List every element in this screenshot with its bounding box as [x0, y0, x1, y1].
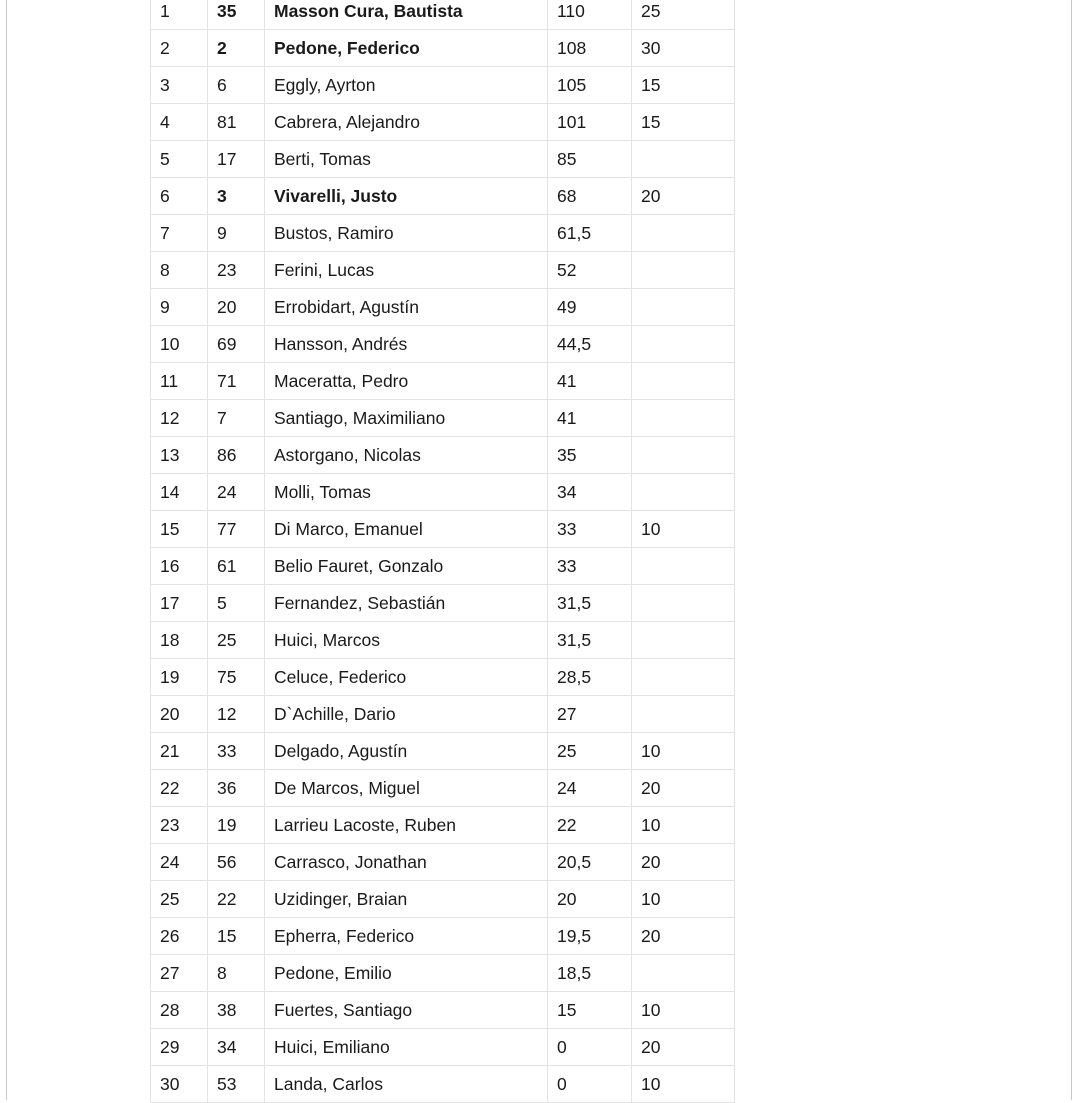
position-cell: 25 — [151, 881, 208, 918]
extra-points-cell — [632, 955, 735, 992]
extra-points-cell: 10 — [632, 807, 735, 844]
car-number-cell: 75 — [208, 659, 265, 696]
points-cell: 0 — [548, 1066, 632, 1103]
car-number-cell: 17 — [208, 141, 265, 178]
standings-table — [150, 0, 735, 1103]
driver-name-cell: Larrieu Lacoste, Ruben — [265, 807, 548, 844]
car-number-cell: 5 — [208, 585, 265, 622]
position-cell: 13 — [151, 437, 208, 474]
points-cell: 20 — [548, 881, 632, 918]
table-row — [151, 881, 735, 918]
driver-name-cell: De Marcos, Miguel — [265, 770, 548, 807]
extra-points-cell — [632, 400, 735, 437]
driver-name-cell: Molli, Tomas — [265, 474, 548, 511]
car-number-cell: 81 — [208, 104, 265, 141]
position-cell: 21 — [151, 733, 208, 770]
table-row — [151, 585, 735, 622]
table-row — [151, 104, 735, 141]
document-page — [6, 0, 1072, 1100]
driver-name-cell: Cabrera, Alejandro — [265, 104, 548, 141]
points-cell: 19,5 — [548, 918, 632, 955]
position-cell: 7 — [151, 215, 208, 252]
table-row — [151, 252, 735, 289]
extra-points-cell: 30 — [632, 30, 735, 67]
table-row — [151, 0, 735, 30]
extra-points-cell: 20 — [632, 844, 735, 881]
position-cell: 1 — [151, 0, 208, 30]
car-number-cell: 36 — [208, 770, 265, 807]
table-row — [151, 659, 735, 696]
table-row — [151, 992, 735, 1029]
car-number-cell: 34 — [208, 1029, 265, 1066]
position-cell: 26 — [151, 918, 208, 955]
driver-name-cell: Huici, Emiliano — [265, 1029, 548, 1066]
points-cell: 35 — [548, 437, 632, 474]
extra-points-cell: 20 — [632, 178, 735, 215]
driver-name-cell: Bustos, Ramiro — [265, 215, 548, 252]
extra-points-cell — [632, 141, 735, 178]
table-row — [151, 141, 735, 178]
driver-name-cell: Pedone, Federico — [265, 30, 548, 67]
points-cell: 41 — [548, 363, 632, 400]
car-number-cell: 35 — [208, 0, 265, 30]
extra-points-cell — [632, 215, 735, 252]
table-row — [151, 326, 735, 363]
points-cell: 41 — [548, 400, 632, 437]
position-cell: 15 — [151, 511, 208, 548]
extra-points-cell: 10 — [632, 733, 735, 770]
table-row — [151, 215, 735, 252]
driver-name-cell: Huici, Marcos — [265, 622, 548, 659]
position-cell: 14 — [151, 474, 208, 511]
extra-points-cell — [632, 326, 735, 363]
points-cell: 33 — [548, 548, 632, 585]
points-cell: 68 — [548, 178, 632, 215]
table-row — [151, 363, 735, 400]
car-number-cell: 12 — [208, 696, 265, 733]
extra-points-cell: 10 — [632, 511, 735, 548]
position-cell: 3 — [151, 67, 208, 104]
table-row — [151, 178, 735, 215]
position-cell: 12 — [151, 400, 208, 437]
car-number-cell: 61 — [208, 548, 265, 585]
driver-name-cell: Pedone, Emilio — [265, 955, 548, 992]
table-row — [151, 548, 735, 585]
extra-points-cell — [632, 437, 735, 474]
table-row — [151, 67, 735, 104]
table-row — [151, 770, 735, 807]
driver-name-cell: Fernandez, Sebastián — [265, 585, 548, 622]
table-row — [151, 622, 735, 659]
position-cell: 29 — [151, 1029, 208, 1066]
table-row — [151, 289, 735, 326]
position-cell: 4 — [151, 104, 208, 141]
table-row — [151, 511, 735, 548]
driver-name-cell: Carrasco, Jonathan — [265, 844, 548, 881]
table-row — [151, 696, 735, 733]
car-number-cell: 2 — [208, 30, 265, 67]
car-number-cell: 53 — [208, 1066, 265, 1103]
extra-points-cell: 25 — [632, 0, 735, 30]
driver-name-cell: Di Marco, Emanuel — [265, 511, 548, 548]
points-cell: 0 — [548, 1029, 632, 1066]
driver-name-cell: Belio Fauret, Gonzalo — [265, 548, 548, 585]
position-cell: 6 — [151, 178, 208, 215]
table-row — [151, 807, 735, 844]
table-row — [151, 400, 735, 437]
driver-name-cell: Hansson, Andrés — [265, 326, 548, 363]
points-cell: 34 — [548, 474, 632, 511]
driver-name-cell: Astorgano, Nicolas — [265, 437, 548, 474]
points-cell: 85 — [548, 141, 632, 178]
car-number-cell: 7 — [208, 400, 265, 437]
position-cell: 17 — [151, 585, 208, 622]
car-number-cell: 33 — [208, 733, 265, 770]
car-number-cell: 15 — [208, 918, 265, 955]
driver-name-cell: Delgado, Agustín — [265, 733, 548, 770]
points-cell: 27 — [548, 696, 632, 733]
car-number-cell: 6 — [208, 67, 265, 104]
car-number-cell: 86 — [208, 437, 265, 474]
driver-name-cell: Uzidinger, Braian — [265, 881, 548, 918]
points-cell: 33 — [548, 511, 632, 548]
extra-points-cell — [632, 585, 735, 622]
points-cell: 52 — [548, 252, 632, 289]
car-number-cell: 19 — [208, 807, 265, 844]
extra-points-cell: 10 — [632, 992, 735, 1029]
points-cell: 15 — [548, 992, 632, 1029]
car-number-cell: 24 — [208, 474, 265, 511]
position-cell: 27 — [151, 955, 208, 992]
points-cell: 108 — [548, 30, 632, 67]
extra-points-cell — [632, 548, 735, 585]
driver-name-cell: Ferini, Lucas — [265, 252, 548, 289]
car-number-cell: 77 — [208, 511, 265, 548]
points-cell: 31,5 — [548, 585, 632, 622]
points-cell: 20,5 — [548, 844, 632, 881]
driver-name-cell: Celuce, Federico — [265, 659, 548, 696]
position-cell: 23 — [151, 807, 208, 844]
position-cell: 16 — [151, 548, 208, 585]
position-cell: 24 — [151, 844, 208, 881]
points-cell: 18,5 — [548, 955, 632, 992]
driver-name-cell: Eggly, Ayrton — [265, 67, 548, 104]
car-number-cell: 71 — [208, 363, 265, 400]
points-cell: 105 — [548, 67, 632, 104]
table-row — [151, 844, 735, 881]
extra-points-cell: 20 — [632, 1029, 735, 1066]
extra-points-cell: 15 — [632, 104, 735, 141]
extra-points-cell — [632, 474, 735, 511]
car-number-cell: 9 — [208, 215, 265, 252]
table-row — [151, 918, 735, 955]
points-cell: 44,5 — [548, 326, 632, 363]
driver-name-cell: Landa, Carlos — [265, 1066, 548, 1103]
extra-points-cell: 15 — [632, 67, 735, 104]
position-cell: 2 — [151, 30, 208, 67]
extra-points-cell — [632, 622, 735, 659]
car-number-cell: 38 — [208, 992, 265, 1029]
points-cell: 49 — [548, 289, 632, 326]
standings-table-body — [151, 0, 735, 1103]
car-number-cell: 3 — [208, 178, 265, 215]
position-cell: 9 — [151, 289, 208, 326]
extra-points-cell — [632, 696, 735, 733]
table-row — [151, 437, 735, 474]
table-row — [151, 733, 735, 770]
driver-name-cell: D`Achille, Dario — [265, 696, 548, 733]
extra-points-cell: 20 — [632, 770, 735, 807]
table-row — [151, 955, 735, 992]
driver-name-cell: Maceratta, Pedro — [265, 363, 548, 400]
driver-name-cell: Vivarelli, Justo — [265, 178, 548, 215]
points-cell: 61,5 — [548, 215, 632, 252]
driver-name-cell: Epherra, Federico — [265, 918, 548, 955]
position-cell: 18 — [151, 622, 208, 659]
driver-name-cell: Berti, Tomas — [265, 141, 548, 178]
driver-name-cell: Masson Cura, Bautista — [265, 0, 548, 30]
position-cell: 22 — [151, 770, 208, 807]
position-cell: 20 — [151, 696, 208, 733]
car-number-cell: 22 — [208, 881, 265, 918]
car-number-cell: 25 — [208, 622, 265, 659]
driver-name-cell: Errobidart, Agustín — [265, 289, 548, 326]
position-cell: 28 — [151, 992, 208, 1029]
points-cell: 110 — [548, 0, 632, 30]
driver-name-cell: Santiago, Maximiliano — [265, 400, 548, 437]
extra-points-cell — [632, 659, 735, 696]
position-cell: 8 — [151, 252, 208, 289]
points-cell: 31,5 — [548, 622, 632, 659]
extra-points-cell: 20 — [632, 918, 735, 955]
car-number-cell: 8 — [208, 955, 265, 992]
position-cell: 10 — [151, 326, 208, 363]
points-cell: 101 — [548, 104, 632, 141]
table-row — [151, 474, 735, 511]
position-cell: 30 — [151, 1066, 208, 1103]
points-cell: 28,5 — [548, 659, 632, 696]
table-row — [151, 30, 735, 67]
extra-points-cell: 10 — [632, 881, 735, 918]
position-cell: 5 — [151, 141, 208, 178]
points-cell: 25 — [548, 733, 632, 770]
extra-points-cell — [632, 252, 735, 289]
table-row — [151, 1029, 735, 1066]
points-cell: 24 — [548, 770, 632, 807]
extra-points-cell — [632, 289, 735, 326]
position-cell: 11 — [151, 363, 208, 400]
car-number-cell: 69 — [208, 326, 265, 363]
extra-points-cell: 10 — [632, 1066, 735, 1103]
extra-points-cell — [632, 363, 735, 400]
points-cell: 22 — [548, 807, 632, 844]
car-number-cell: 20 — [208, 289, 265, 326]
table-row — [151, 1066, 735, 1103]
car-number-cell: 56 — [208, 844, 265, 881]
position-cell: 19 — [151, 659, 208, 696]
driver-name-cell: Fuertes, Santiago — [265, 992, 548, 1029]
car-number-cell: 23 — [208, 252, 265, 289]
